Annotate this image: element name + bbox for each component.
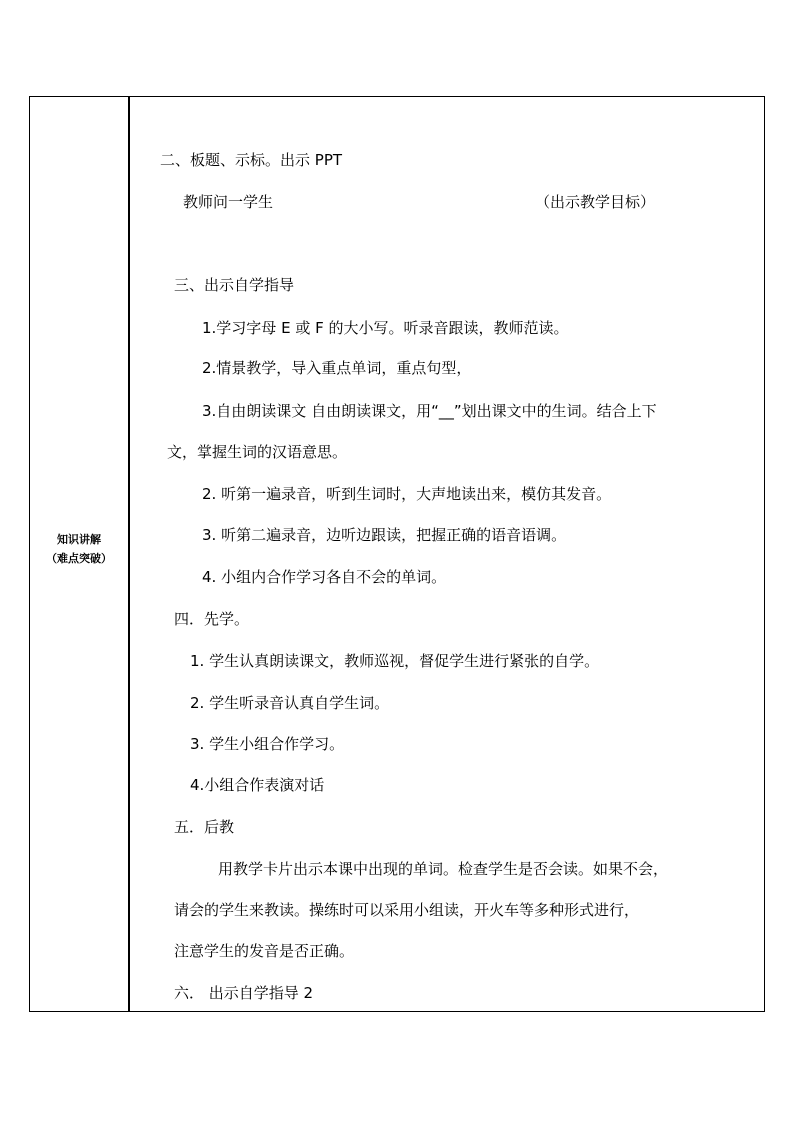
section-5-line-3: 注意学生的发音是否正确。 bbox=[174, 942, 355, 960]
section-3-item-1: 1.学习字母 E 或 F 的大小写。听录音跟读，教师范读。 bbox=[202, 319, 569, 337]
section-3-item-2: 2.情景教学，导入重点单词，重点句型， bbox=[202, 359, 472, 377]
section-3-item-4: 2. 听第一遍录音，听到生词时，大声地读出来，模仿其发音。 bbox=[202, 485, 612, 503]
section-5-heading: 五．后教 bbox=[174, 818, 235, 836]
section-3-item-3-line-1: 3.自由朗读课文 自由朗读课文，用“__”划出课文中的生词。结合上下 bbox=[202, 402, 657, 420]
section-3-item-6: 4. 小组内合作学习各自不会的单词。 bbox=[202, 568, 447, 586]
section-4-heading: 四．先学。 bbox=[174, 610, 250, 628]
section-3-item-3-line-2: 文，掌握生词的汉语意思。 bbox=[167, 443, 348, 461]
section-5-line-2: 请会的学生来教读。操练时可以采用小组读，开火车等多种形式进行， bbox=[174, 901, 640, 919]
section-5-line-1: 用教学卡片出示本课中出现的单词。检查学生是否会读。如果不会， bbox=[218, 860, 669, 878]
section-4-item-3: 3. 学生小组合作学习。 bbox=[190, 735, 345, 753]
section-4-item-1: 1. 学生认真朗读课文，教师巡视，督促学生进行紧张的自学。 bbox=[190, 652, 600, 670]
section-3-heading: 三、出示自学指导 bbox=[174, 276, 295, 294]
section-2-heading: 二、板题、示标。出示 PPT bbox=[160, 151, 343, 169]
section-2-objectives: （出示教学目标） bbox=[535, 193, 656, 211]
section-4-item-2: 2. 学生听录音认真自学生词。 bbox=[190, 694, 390, 712]
section-6-heading: 六． 出示自学指导 2 bbox=[174, 984, 314, 1002]
section-2-teacher-line: 教师问一学生 bbox=[183, 193, 274, 211]
row-label-subtitle: （难点突破） bbox=[46, 552, 112, 565]
section-4-item-4: 4.小组合作表演对话 bbox=[190, 776, 325, 794]
row-label bbox=[30, 530, 128, 568]
section-3-item-5: 3. 听第二遍录音，边听边跟读，把握正确的语音语调。 bbox=[202, 526, 567, 544]
lesson-table bbox=[29, 96, 765, 1012]
row-label-title: 知识讲解 bbox=[57, 533, 101, 546]
column-divider bbox=[128, 97, 130, 1011]
